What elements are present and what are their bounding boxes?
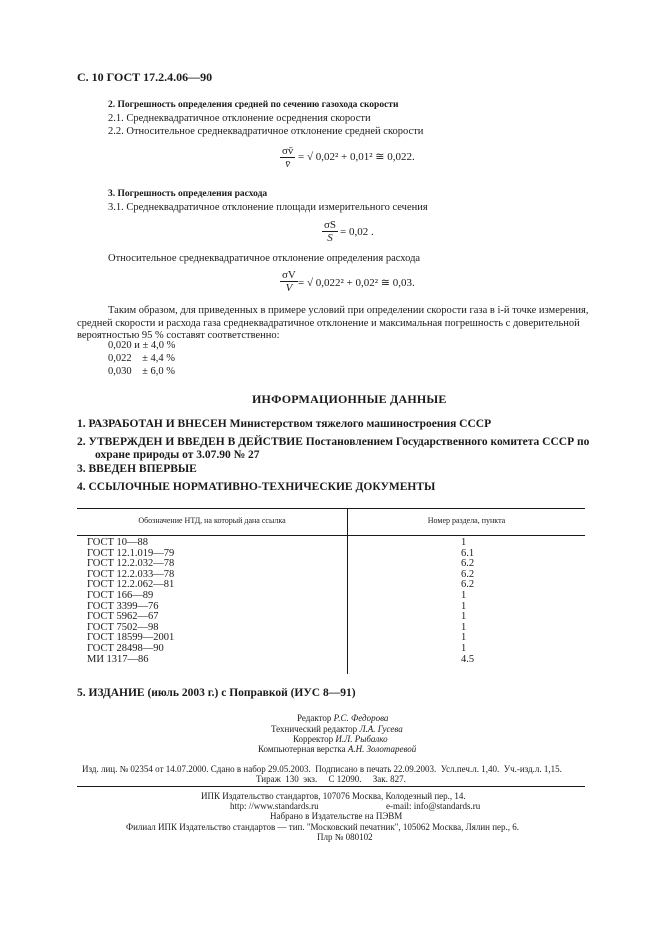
table-column-divider [347, 508, 348, 674]
table-header-document: Обозначение НТД, на который дана ссылка [138, 516, 286, 525]
paragraph-2-1: 2.1. Среднеквадратичное отклонение осреднения скорости [108, 113, 371, 124]
imprint-tech-name: Л.А. Гусева [359, 724, 403, 734]
imprint-footer-line-3: Набрано в Издательстве на ПЭВМ [270, 811, 403, 821]
imprint-divider [77, 786, 585, 787]
section-2-title: 2. Погрешность определения средней по сечению газохода скорости [108, 100, 399, 110]
info-item-3: 3. ВВЕДЕН ВПЕРВЫЕ [77, 463, 197, 475]
table-row-section: 6.1 [461, 547, 475, 559]
info-item-2-line-1: 2. УТВЕРЖДЕН И ВВЕДЕН В ДЕЙСТВИЕ Постановлением Государственного комитета СССР по [77, 436, 590, 448]
formula-area-denominator: S [327, 232, 333, 244]
formula-velocity-numerator: σv̄ [282, 145, 294, 157]
table-row-section: 1 [461, 643, 467, 654]
paragraph-2-2: 2.2. Относительное среднеквадратичное отклонение средней скорости [108, 126, 424, 137]
paragraph-3-1: 3.1. Среднеквадратичное отклонение площади измерительного сечения [108, 202, 428, 213]
table-row-section: 4.5 [461, 653, 475, 665]
formula-area-fraction [322, 219, 338, 244]
formula-flow-fraction [280, 269, 298, 294]
info-item-4: 4. ССЫЛОЧНЫЕ НОРМАТИВНО-ТЕХНИЧЕСКИЕ ДОКУМЕНТЫ [77, 481, 436, 493]
imprint-corrector [293, 734, 388, 744]
info-title: ИНФОРМАЦИОННЫЕ ДАННЫЕ [252, 392, 447, 406]
table-row-document: МИ 1317—86 [87, 653, 149, 665]
table-row-document: ГОСТ 28498—90 [87, 643, 164, 654]
conclusion-value-3: 0,030 ± 6,0 % [108, 366, 176, 377]
conclusion-value-1: 0,020 и ± 4,0 % [108, 340, 176, 351]
table-row-section: 1 [461, 621, 467, 633]
table-header-section: Номер раздела, пункта [427, 516, 506, 525]
table-row-document: ГОСТ 166—89 [87, 590, 154, 601]
table-row-section: 1 [461, 590, 467, 601]
formula-velocity-result: = √ 0,02² + 0,01² ≅ 0,022. [298, 151, 415, 163]
table-row-section: 1 [461, 537, 467, 548]
table-row-section: 1 [461, 600, 467, 612]
imprint-footer-line-5: Плр № 080102 [317, 832, 373, 842]
table-row-document: ГОСТ 10—88 [87, 537, 149, 548]
conclusion-line-3: вероятностью 95 % составят соответственно: [77, 330, 280, 341]
imprint-publication-line-1: Изд. лиц. № 02354 от 14.07.2000. Сдано в набор 29.05.2003. Подписано в печать 22.09.2003. Усл.печ.л. 1,40. Уч.-изд.л. 1,15. [82, 764, 562, 774]
imprint-corr-name: И.Л. Рыбалко [335, 734, 388, 744]
table-row-document: ГОСТ 12.1.019—79 [87, 547, 175, 559]
table-row-section: 6.2 [461, 558, 475, 570]
imprint-footer-email: e-mail: info@standards.ru [386, 801, 481, 811]
conclusion-value-2: 0,022 ± 4,4 % [108, 353, 176, 364]
imprint-publication-line-2: Тираж 130 экз. С 12090. Зак. 827. [256, 774, 406, 784]
table-row-section: 6.2 [461, 579, 475, 591]
formula-velocity-fraction [280, 145, 295, 170]
table-row-section: 1 [461, 632, 467, 644]
paragraph-3-2: Относительное среднеквадратичное отклонение определения расхода [108, 253, 421, 264]
imprint-tech-editor [271, 724, 403, 734]
imprint-footer-line-1: ИПК Издательство стандартов, 107076 Москва, Колодезный пер., 14. [201, 791, 466, 801]
table-top-rule [77, 508, 585, 509]
imprint-tech-label: Технический редактор [271, 724, 358, 734]
formula-velocity-denominator: v̄ [285, 158, 291, 170]
formula-flow-result: = √ 0,022² + 0,02² ≅ 0,03. [298, 277, 415, 289]
formula-area-result: = 0,02 . [340, 226, 374, 238]
imprint-footer-website: http: //www.standards.ru [230, 801, 319, 811]
table-header-rule [77, 535, 585, 536]
formula-flow-denominator: V [285, 282, 293, 294]
imprint-layout-name: А.Н. Золотаревой [347, 744, 417, 754]
imprint-editor-label: Редактор [297, 713, 332, 723]
table-row-section: 1 [461, 611, 467, 623]
info-item-1: 1. РАЗРАБОТАН И ВНЕСЕН Министерством тяжелого машиностроения СССР [77, 418, 492, 430]
page-header: С. 10 ГОСТ 17.2.4.06—90 [77, 70, 213, 84]
info-item-2-line-2: охране природы от 3.07.90 № 27 [95, 449, 260, 461]
formula-area-numerator: σS [324, 219, 337, 231]
table-row-section: 6.2 [461, 568, 475, 580]
imprint-footer-line-4: Филиал ИПК Издательство стандартов — тип. "Московский печатник", 105062 Москва, Лялин пер., 6. [126, 822, 520, 832]
table-row-document: ГОСТ 3399—76 [87, 600, 159, 612]
table-row-document: ГОСТ 12.2.032—78 [87, 558, 175, 570]
info-item-5: 5. ИЗДАНИЕ (июль 2003 г.) с Поправкой (ИУС 8—91) [77, 687, 356, 699]
formula-flow-numerator: σV [282, 269, 296, 281]
imprint-editor-name: Р.С. Федорова [333, 713, 389, 723]
section-3-title: 3. Погрешность определения расхода [108, 189, 268, 199]
imprint-corr-label: Корректор [293, 734, 334, 744]
conclusion-line-2: средней скорости и расхода газа среднеквадратичное отклонение и максимальная погрешность с доверительной [77, 318, 580, 329]
imprint-editor [297, 713, 388, 723]
table-row-document: ГОСТ 5962—67 [87, 611, 159, 623]
table-row-document: ГОСТ 7502—98 [87, 621, 159, 633]
table-row-document: ГОСТ 12.2.062—81 [87, 579, 175, 591]
imprint-layout-label: Компьютерная верстка [258, 744, 346, 754]
table-row-document: ГОСТ 18599—2001 [87, 632, 175, 644]
imprint-layout [258, 744, 416, 754]
conclusion-line-1: Таким образом, для приведенных в примере условий при определении скорости газа в i-й точке измерения, [108, 305, 589, 316]
table-row-document: ГОСТ 12.2.033—78 [87, 568, 175, 580]
